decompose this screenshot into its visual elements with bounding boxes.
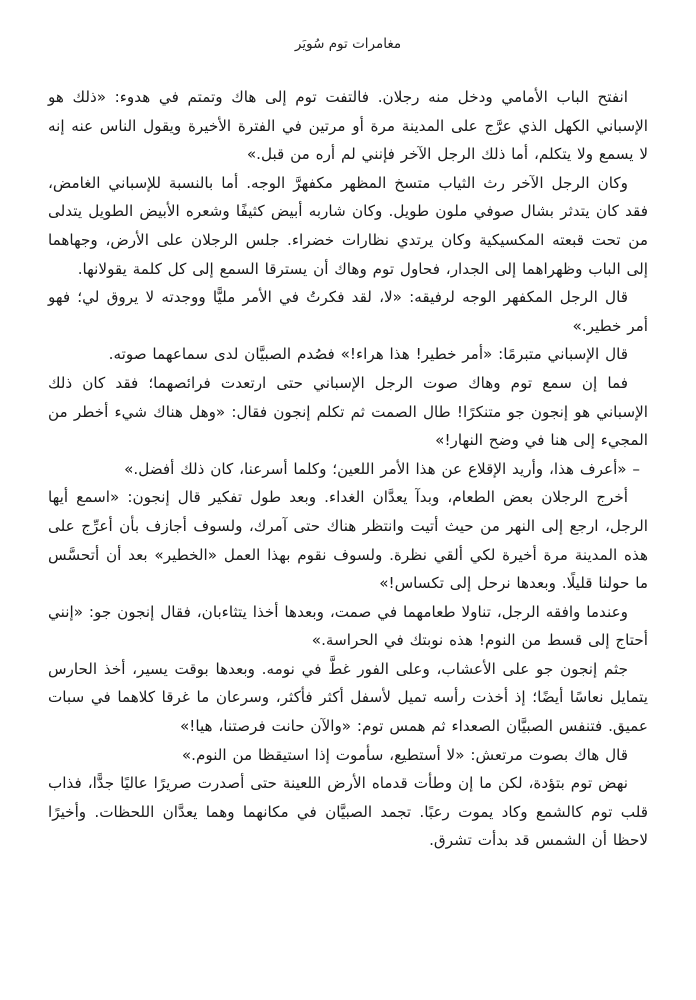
paragraph-3: قال الرجل المكفهر الوجه لرفيقه: «لا، لقد فكرتُ في الأمر مليًّا ووجدته لا يروق لي؛ فهو أمر خطير.»	[48, 288, 648, 335]
paragraph-1: انفتح الباب الأمامي ودخل منه رجلان. فالتفت توم إلى هاك وتمتم في هدوء: «ذلك هو الإسباني الكهل الذي عرَّج على المدينة مرة أو مرتين في الفترة الأخيرة ويقول الناس عنه إنه لا يسمع ولا يتكلم، أما ذلك الرجل الآخر فإنني لم أره من قبل.»	[48, 88, 648, 164]
paragraph-9: جثم إنجون جو على الأعشاب، وعلى الفور غطَّ في نومه. وبعدها بوقت يسير، أخذ الحارس يتمايل نعاسًا أيضًا؛ إذ أخذت رأسه تميل لأسفل أكثر فأكثر، وسرعان ما غرقا كلاهما في سبات عميق. فتنفس الصبيَّان الصعداء ثم همس توم: «والآن حانت فرصتنا، هيا!»	[48, 659, 648, 736]
paragraph-4: قال الإسباني متبرمًا: «أمر خطير! هذا هراء!» فصُدم الصبيَّان لدى سماعهما صوته.	[108, 345, 628, 364]
paragraph-8: وعندما وافقه الرجل، تناولا طعامهما في صمت، وبعدها أخذا يتثاءبان، فقال إنجون جو: «إنني أحتاج إلى قسط من النوم! هذه نوبتك في الحراسة.»	[48, 602, 648, 650]
paragraph-10: قال هاك بصوت مرتعش: «لا أستطيع، سأموت إذا استيقظا من النوم.»	[181, 745, 628, 764]
page-body-text	[48, 83, 648, 855]
paragraph-7: أخرج الرجلان بعض الطعام، وبدآ يعدَّان الغداء. وبعد طول تفكير قال إنجون: «اسمع أيها الرجل، ارجع إلى النهر من حيث أتيت وانتظر هناك حتى آمرك، ولسوف أجازف بأن أعرِّج على هذه المدينة مرة أخيرة لكي ألقي نظرة. ولسوف نقوم بهذا العمل «الخطير» بعد أن أتحسَّس ما حولنا قليلًا. وبعدها نرحل إلى تكساس!»	[48, 488, 648, 593]
paragraph-2: وكان الرجل الآخر رث الثياب متسخ المظهر مكفهرَّ الوجه. أما بالنسبة للإسباني الغامض، فقد كان يتدثر بشال صوفي ملون طويل. وكان شاربه أبيض كثيفًا وشعره الأبيض الطويل يتدلى من تحت قبعته المكسيكية وكان يرتدي نظارات خضراء. جلس الرجلان على الأرض، وجهاهما إلى الباب وظهراهما إلى الجدار، فحاول توم وهاك أن يسترقا السمع إلى كل كلمة يقولانها.	[48, 173, 648, 278]
running-head-title: مغامرات توم سُويَر	[294, 36, 402, 52]
paragraph-5: فما إن سمع توم وهاك صوت الرجل الإسباني حتى ارتعدت فرائصهما؛ فقد كان ذلك الإسباني هو إنجون جو متنكرًا! طال الصمت ثم تكلم إنجون فقال: «وهل هناك شيء أخطر من المجيء إلى هنا في وضح النهار!»	[48, 373, 648, 450]
paragraph-6: – «أعرف هذا، وأريد الإقلاع عن هذا الأمر اللعين؛ وكلما أسرعنا، كان ذلك أفضل.»	[124, 459, 640, 478]
paragraph-11: نهض توم بتؤدة، لكن ما إن وطأت قدماه الأرض اللعينة حتى أصدرت صريرًا عاليًا جدًّا، فذاب قلب توم كالشمع وكاد يموت رعبًا. تجمد الصبيَّان في مكانهما وهما يعدَّان اللحظات. وأخيرًا لاحظا أن الشمس قد بدأت تشرق.	[48, 774, 648, 850]
